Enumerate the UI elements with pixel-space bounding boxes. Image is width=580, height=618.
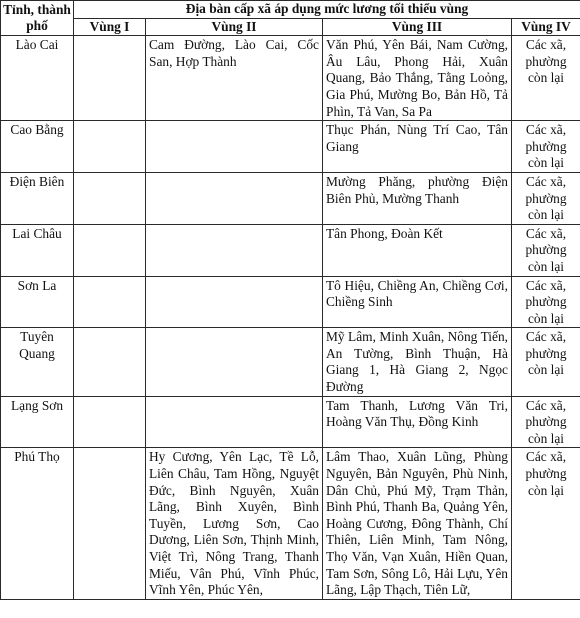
zone-4-cell: Các xã, phường còn lại xyxy=(512,36,580,121)
table-header-row xyxy=(1,1,580,19)
table-row xyxy=(1,448,580,599)
province-cell: Cao Bằng xyxy=(1,121,74,173)
zone-3-cell: Tô Hiệu, Chiềng An, Chiềng Cơi, Chiềng Sinh xyxy=(323,276,512,328)
zone-4-cell: Các xã, phường còn lại xyxy=(512,172,580,224)
zone-3-cell: Mỹ Lâm, Minh Xuân, Nông Tiến, An Tường, Bình Thuận, Hà Giang 1, Hà Giang 2, Ngọc Đường xyxy=(323,328,512,396)
zone-4-cell: Các xã, phường còn lại xyxy=(512,328,580,396)
zone-3-header: Vùng III xyxy=(323,18,512,36)
zone-4-cell: Các xã, phường còn lại xyxy=(512,276,580,328)
table-row xyxy=(1,328,580,396)
zone-1-cell xyxy=(74,448,146,599)
zone-4-header: Vùng IV xyxy=(512,18,580,36)
table-row xyxy=(1,224,580,276)
zone-2-cell xyxy=(146,396,323,448)
province-cell: Phú Thọ xyxy=(1,448,74,599)
zone-3-cell: Văn Phú, Yên Bái, Nam Cường, Âu Lâu, Phong Hải, Xuân Quang, Bảo Thắng, Tằng Loỏng, Gia Phú, Mường Bo, Bản Hồ, Tả Phìn, Tả Van, Sa Pa xyxy=(323,36,512,121)
zone-1-cell xyxy=(74,224,146,276)
table-row xyxy=(1,36,580,121)
province-column-header: Tỉnh, thành phố xyxy=(1,1,74,36)
zone-4-cell: Các xã, phường còn lại xyxy=(512,121,580,173)
zone-2-cell xyxy=(146,224,323,276)
zone-1-cell xyxy=(74,328,146,396)
province-cell: Lào Cai xyxy=(1,36,74,121)
zone-2-cell: Hy Cương, Yên Lạc, Tề Lỗ, Liên Châu, Tam Hồng, Nguyệt Đức, Bình Nguyên, Xuân Lãng, Bình Xuyên, Bình Tuyền, Lương Sơn, Cao Dương, Liên Sơn, Thịnh Minh, Việt Trì, Nông Trang, Thanh Miếu, Vân Phú, Vĩnh Phúc, Vĩnh Yên, Phúc Yên, xyxy=(146,448,323,599)
zone-4-cell: Các xã, phường còn lại xyxy=(512,396,580,448)
zone-1-cell xyxy=(74,396,146,448)
table-row xyxy=(1,396,580,448)
zone-1-cell xyxy=(74,276,146,328)
province-cell: Tuyên Quang xyxy=(1,328,74,396)
region-group-header: Địa bàn cấp xã áp dụng mức lương tối thiểu vùng xyxy=(74,1,580,19)
zone-3-cell: Tam Thanh, Lương Văn Tri, Hoàng Văn Thụ, Đồng Kinh xyxy=(323,396,512,448)
table-row xyxy=(1,276,580,328)
zone-1-cell xyxy=(74,172,146,224)
zone-1-cell xyxy=(74,121,146,173)
table-row xyxy=(1,121,580,173)
province-cell: Lai Châu xyxy=(1,224,74,276)
zone-header-row xyxy=(1,18,580,36)
zone-3-cell: Tân Phong, Đoàn Kết xyxy=(323,224,512,276)
zone-3-cell: Thục Phán, Nùng Trí Cao, Tân Giang xyxy=(323,121,512,173)
zone-2-cell xyxy=(146,328,323,396)
zone-2-cell xyxy=(146,172,323,224)
zone-4-cell: Các xã, phường còn lại xyxy=(512,224,580,276)
zone-2-cell xyxy=(146,121,323,173)
zone-2-cell xyxy=(146,276,323,328)
province-cell: Lạng Sơn xyxy=(1,396,74,448)
province-cell: Điện Biên xyxy=(1,172,74,224)
zone-4-cell: Các xã, phường còn lại xyxy=(512,448,580,599)
zone-1-header: Vùng I xyxy=(74,18,146,36)
province-cell: Sơn La xyxy=(1,276,74,328)
table-row xyxy=(1,172,580,224)
zone-3-cell: Lâm Thao, Xuân Lũng, Phùng Nguyên, Bản Nguyên, Phù Ninh, Dân Chủ, Phú Mỹ, Trạm Thản, Bình Phú, Thanh Ba, Quảng Yên, Hoàng Cương, Đông Thành, Chí Thiên, Liên Minh, Tam Nông, Thọ Văn, Vạn Xuân, Hiền Quan, Tam Sơn, Sông Lô, Hải Lựu, Yên Lãng, Lập Thạch, Tiên Lữ, xyxy=(323,448,512,599)
zone-1-cell xyxy=(74,36,146,121)
zone-2-header: Vùng II xyxy=(146,18,323,36)
zone-3-cell: Mường Phăng, phường Điện Biên Phủ, Mường Thanh xyxy=(323,172,512,224)
zone-2-cell: Cam Đường, Lào Cai, Cốc San, Hợp Thành xyxy=(146,36,323,121)
